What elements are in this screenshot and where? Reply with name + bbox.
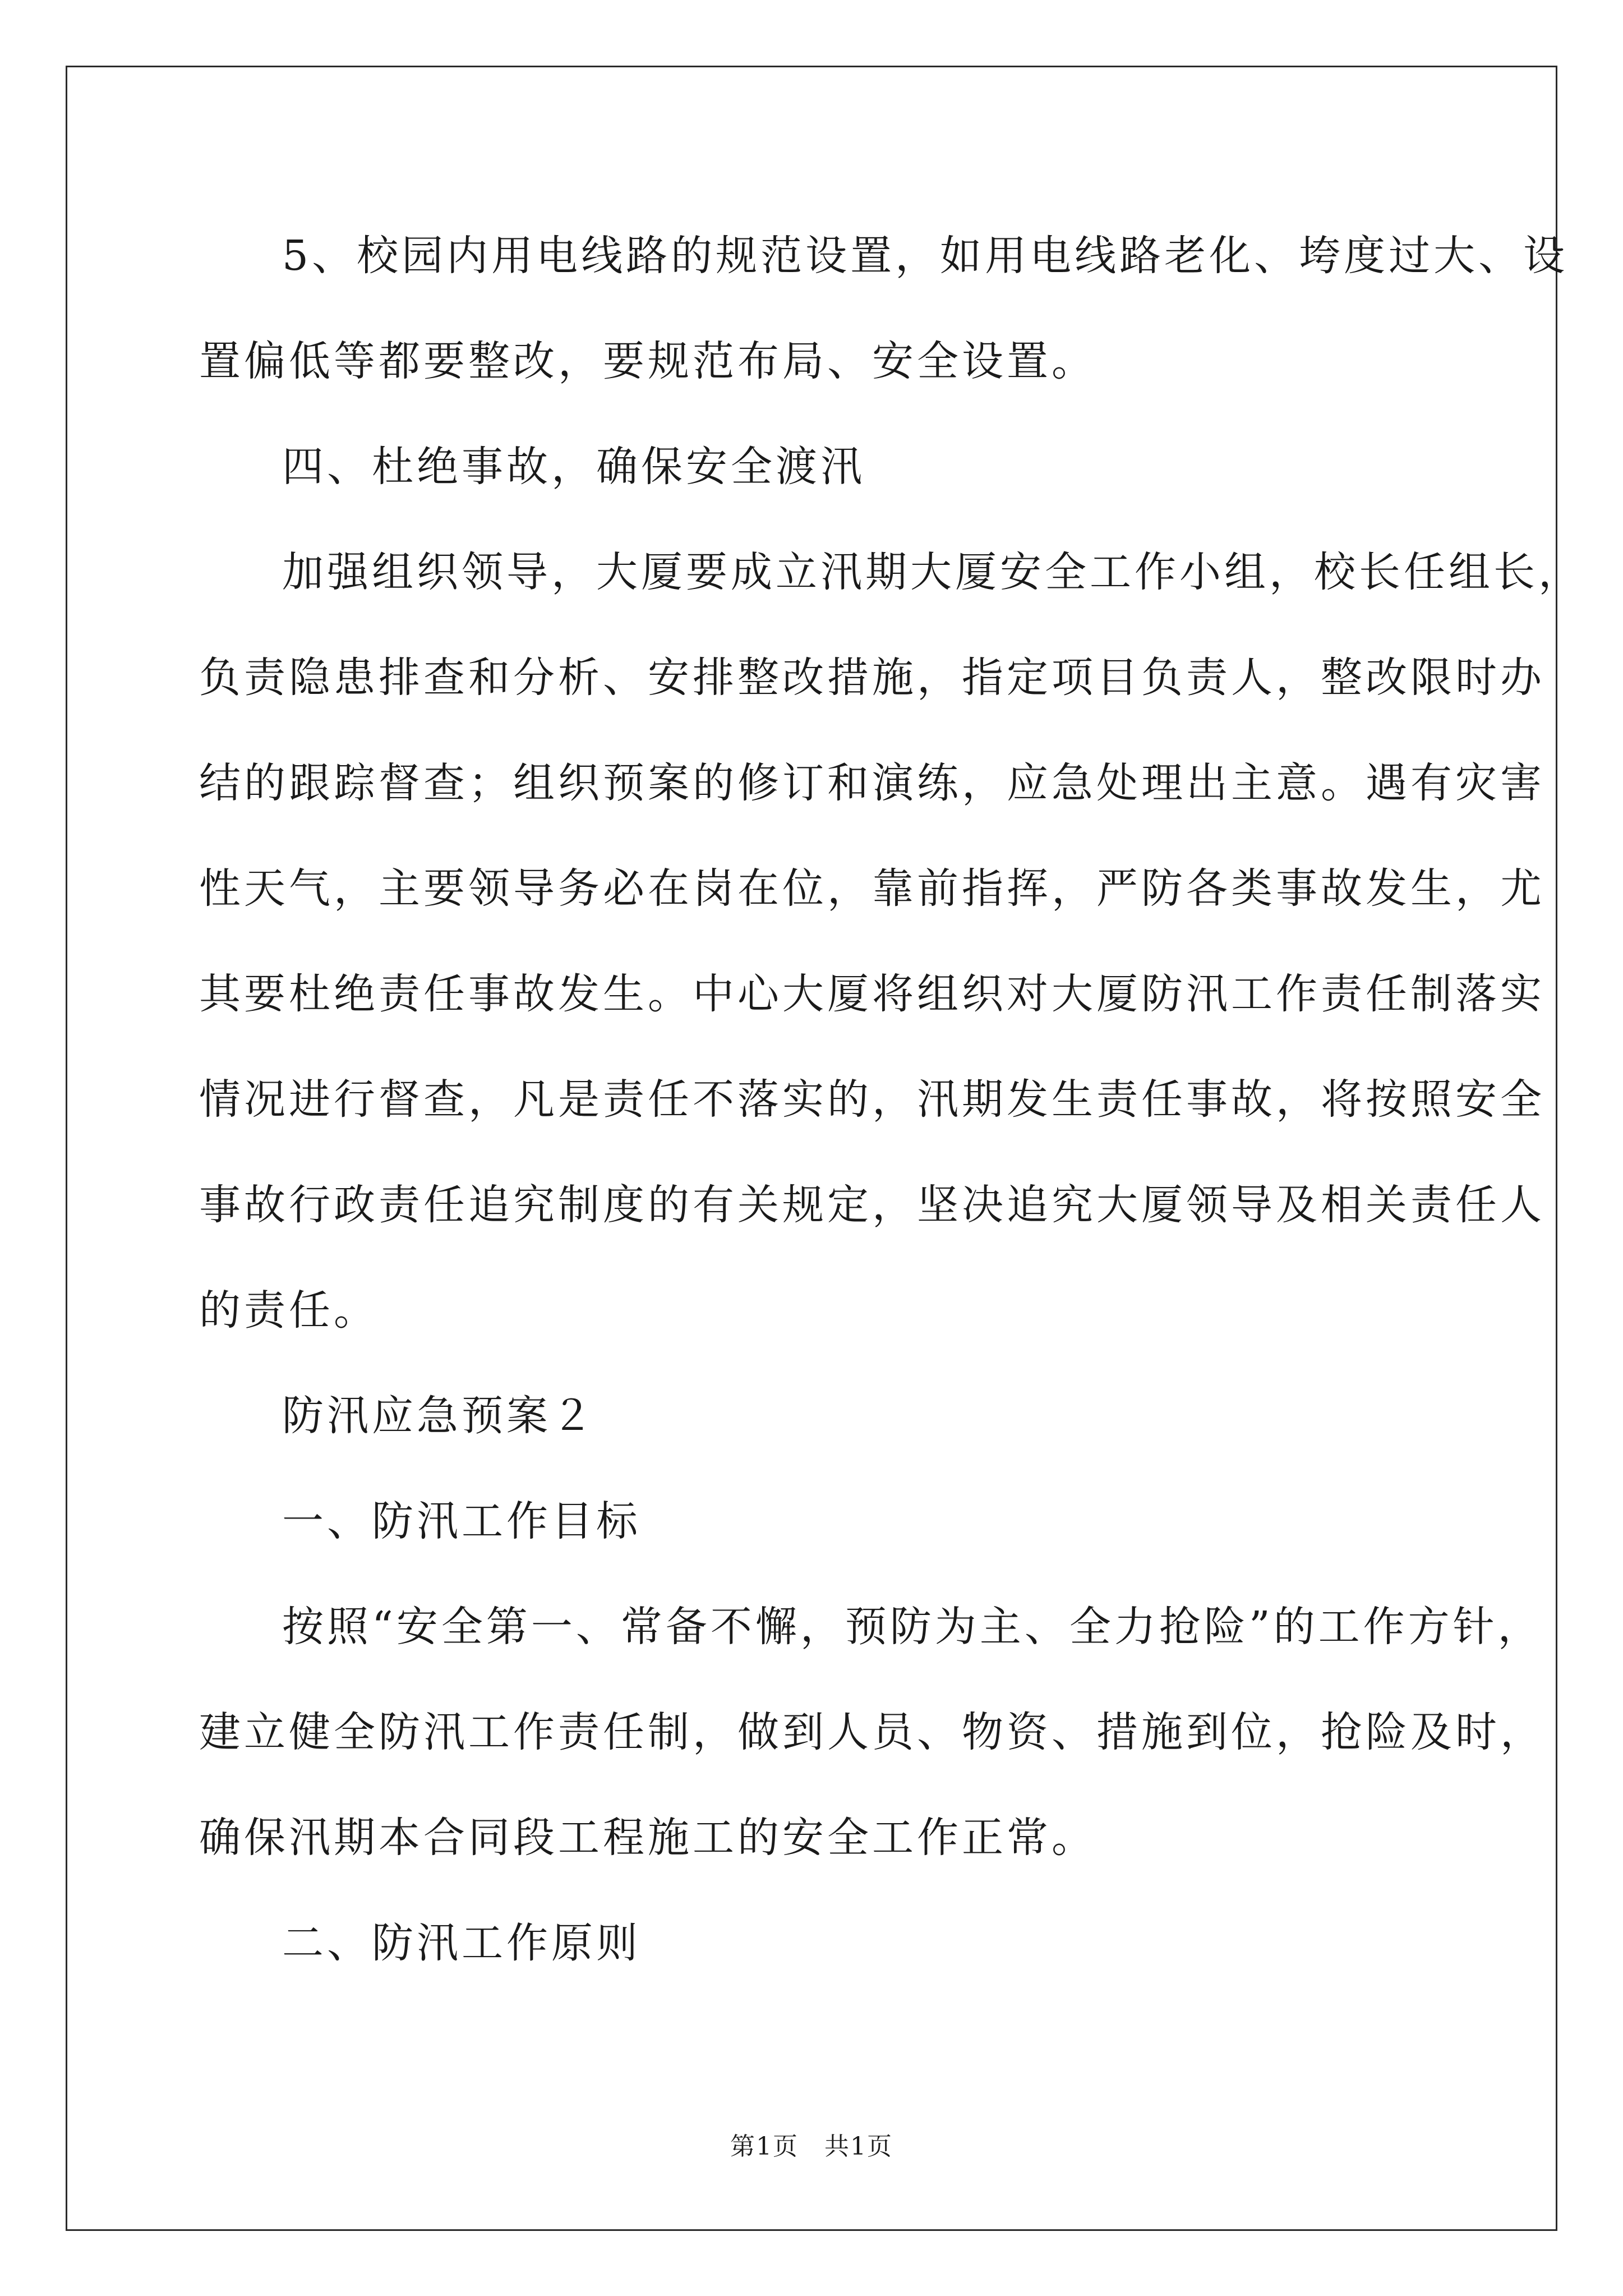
text-line: 确保汛期本合同段工程施工的安全工作正常。 <box>199 1814 1096 1862</box>
text-line: 的责任。 <box>199 1286 379 1335</box>
text-line: 情况进行督查，凡是责任不落实的，汛期发生责任事故，将按照安全 <box>199 1075 1545 1124</box>
text-line: 事故行政责任追究制度的有关规定，坚决追究大厦领导及相关责任人 <box>199 1181 1545 1229</box>
section-heading-goals <box>199 1469 1489 1574</box>
paragraph-electric-lines <box>199 203 1569 414</box>
text-line: 置偏低等都要整改，要规范布局、安全设置。 <box>199 337 1096 385</box>
paragraph-policy <box>199 1574 1545 1890</box>
text-line: 5、校园内用电线路的规范设置，如用电线路老化、垮度过大、设 <box>282 232 1569 280</box>
text-line: 防汛应急预案２ <box>282 1392 596 1440</box>
page-number-footer: 第1页 共1页 <box>730 2132 893 2161</box>
text-line: 建立健全防汛工作责任制，做到人员、物资、措施到位，抢险及时， <box>199 1708 1545 1756</box>
text-line: 负责隐患排查和分析、安排整改措施，指定项目负责人，整改限时办 <box>199 654 1545 702</box>
paragraph-leadership <box>199 519 1583 1363</box>
text-line: 其要杜绝责任事故发生。中心大厦将组织对大厦防汛工作责任制落实 <box>199 970 1545 1018</box>
text-line: 加强组织领导，大厦要成立汛期大厦安全工作小组，校长任组长， <box>282 548 1583 596</box>
text-line: 结的跟踪督查；组织预案的修订和演练，应急处理出主意。遇有灾害 <box>199 759 1545 807</box>
text-line: 按照“安全第一、常备不懈，预防为主、全力抢险”的工作方针， <box>282 1603 1543 1651</box>
document-body <box>199 203 1583 1996</box>
section-heading-prevent-accidents <box>199 414 1489 519</box>
text-line: 四、杜绝事故，确保安全渡汛 <box>282 443 865 491</box>
section-heading-principles <box>199 1890 1489 1996</box>
document-title-plan-2 <box>199 1363 1489 1469</box>
text-line: 性天气，主要领导务必在岗在位，靠前指挥，严防各类事故发生，尤 <box>199 864 1545 913</box>
text-line: 一、防汛工作目标 <box>282 1497 641 1545</box>
text-line: 二、防汛工作原则 <box>282 1919 641 1967</box>
